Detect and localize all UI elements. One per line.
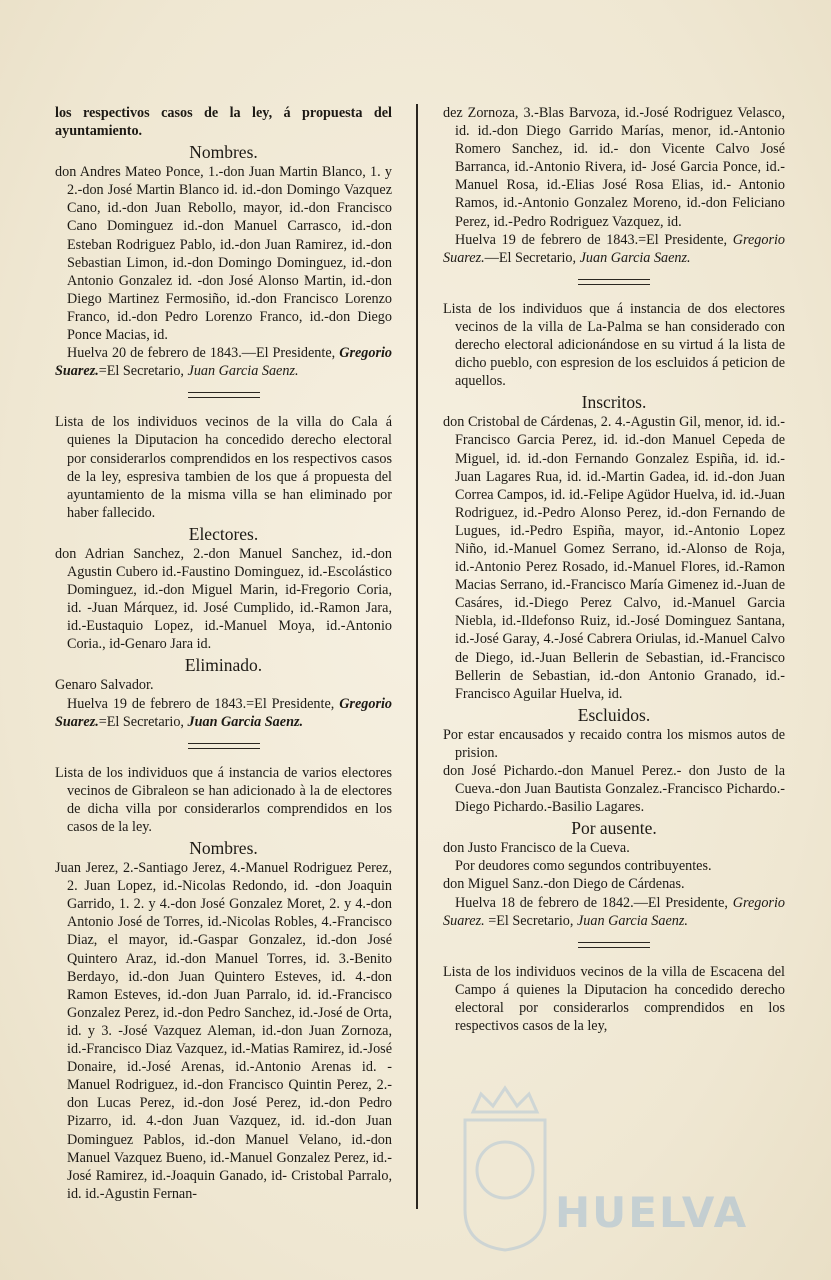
signature-2: Huelva 19 de febrero de 1843.=El Presidente, Gregorio Suarez.=El Secretario, Juan Garcia Saenz. bbox=[55, 695, 392, 730]
list-lapalma-intro: Lista de los individuos que á instancia de dos electores vecinos de la villa de La-Palma se han considerado con derecho electoral adicionándose en su virtud á la lista de dicho pueblo, con espresion de los escluidos á peticion de aquellos. bbox=[443, 300, 785, 390]
section-rule bbox=[578, 279, 650, 285]
names-list-1: don Andres Mateo Ponce, 1.-don Juan Martin Blanco, 1. y 2.-don José Martin Blanco id. id.-don Domingo Vazquez Cano, id.-don Juan Rebollo, mayor, id.-don Francisco Cano Dominguez id.-don Manuel Carrasco, id.-don Esteban Rodriguez Pablo, id.-don Juan Ramirez, id.-don Sebastian Limon, id.-don Domingo Dominguez, id.-don Antonio Gonzalez id. -don José Alonso Martin, id.-don Diego Martinez Fermosiño, id.-don Francisco Lorenzo Franco, id.-don Pedro Lorenzo Franco, id.-don Diego Ponce Macias, id. bbox=[55, 164, 392, 344]
section-rule bbox=[578, 942, 650, 948]
section-rule bbox=[188, 743, 260, 749]
deudores-reason: Por deudores como segundos contribuyentes. bbox=[455, 858, 712, 875]
ausente-name: don Justo Francisco de la Cueva. bbox=[443, 840, 630, 857]
section-rule bbox=[188, 392, 260, 398]
signature-3: Huelva 19 de febrero de 1843.=El Presidente, Gregorio Suarez.—El Secretario, Juan Garcia Saenz. bbox=[443, 231, 786, 266]
signature-4: Huelva 18 de febrero de 1842.—El Presidente, Gregorio Suarez. =El Secretario, Juan Garcia Saenz. bbox=[443, 894, 785, 929]
list-gibraleon-intro: Lista de los individuos que á instancia de varios electores vecinos de Gibraleon se han adicionado à la de electores de dicha villa por considerarlos comprendidos en los casos de la ley. bbox=[55, 764, 392, 835]
heading-eliminado: Eliminado. bbox=[184, 655, 263, 676]
signature-1: Huelva 20 de febrero de 1843.—El Presidente, Gregorio Suarez.=El Secretario, Juan Garcia Saenz. bbox=[55, 345, 393, 380]
heading-escluidos: Escluidos. bbox=[577, 704, 651, 725]
escluidos-list: don José Pichardo.-don Manuel Perez.- don Justo de la Cueva.-don Juan Bautista Gonzalez.-Francisco Pichardo.-Diego Pichardo.-Basilio Lagares. bbox=[443, 763, 785, 816]
deudores-list: don Miguel Sanz.-don Diego de Cárdenas. bbox=[443, 876, 685, 893]
heading-por-ausente: Por ausente. bbox=[571, 818, 657, 839]
names-list-2: Juan Jerez, 2.-Santiago Jerez, 4.-Manuel Rodriguez Perez, 2. Juan Lopez, id.-Nicolas Redondo, id. -don Joaquin Garrido, 1. 2. y 4.-don José Gonzalez Moret, 2. y 4.-don Antonio José de Torres, id.-Nicolas Robles, 4.-Francisco Diaz, el mayor, id.-Gaspar Gonzalez, id.-don José Quintero Araz, id.-don Manuel Torres, id. 3.-Benito Berdayo, id.-don Juan Quintero Esteves, id. 4.-don Ramon Esteves, id.-don Juan Parralo, id. id.-Francisco Gonzalez Perez, id.-don Pedro Sanchez, id.-José de Orta, id. y 3. -José Vazquez Aleman, id.-don Juan Zornoza, id.-Francisco Diaz Vazquez, id.-Matias Ramirez, id.-José Donaire, id.-José Arenas, id.-Antonio Arenas id. -Manuel Rodriguez, id.-don Francisco Quintin Perez, 2.-don Lucas Perez, id.-don José Perez, id.-don Pedro Pizarro, id. 4.-don Juan Vazquez, id. id.-don Juan Dominguez Pablos, id.-don Manuel Velano, id.-don Manuel Vazquez Bueno, id.-Manuel Gonzalez Perez, id.-José Ramirez, id.-Joaquin Ganado, id- Cristobal Parralo, id. id.-Agustin Fernan- bbox=[55, 860, 392, 1202]
inscritos-list: don Cristobal de Cárdenas, 2. 4.-Agustin Gil, menor, id. id.-Francisco Garcia Perez, id. id.-don Manuel Cepeda de Miguel, id. id.-don Fernando Gonzalez Espiña, id. id.-Juan Lagares Rua, id. id.-Martin Gadea, id. id.-don Juan Correa Campos, id. id.-Felipe Agüdor Huelva, id. id.-Juan Rodriguez, id.-Pedro Alonso Perez, id.-don Fernando de Lugues, id.-Pedro Espiña, mayor, id.-Antonio Lopez Niño, id.-Manuel Gomez Serrano, id.-Alonso de Roja, id.-Antonio Perez Rosado, id.-Manuel Flores, id.-Ramon Macias Serrano, id.-Francisco María Gimenez id.-Juan de Casáres, id.-Diego Perez Calvo, id.-Manuel Garcia Niebla, id.-Ildefonso Ruiz, id.-José Dominguez Santana, id.-José Garay, 4.-José Cabrera Oriulas, id.-Manuel Calvo de Diego, id.-Juan Bellerin de Sebastian, id.-Francisco Bellerin de Sebastian, id.-don Antonio Granado, id.- Francisco Aguilar Huelva, id. bbox=[443, 414, 785, 702]
right-column bbox=[443, 104, 785, 1035]
names-list-continued: dez Zornoza, 3.-Blas Barvoza, id.-José Rodriguez Velasco, id. id.-don Diego Garrido Marías, menor, id.-Antonio Romero Sanchez, id. id.- don Vicente Calvo José Barranca, id.-Antonio Rivera, id- José Garcia Ponce, id.-Manuel Rosa, id.-Elias José Rosa Elias, id.- Antonio Ramos, id.-Antonio Gonzalez Moreno, id.-don Feliciano Perez, id.-Pedro Rodriguez Vazquez, id. bbox=[443, 105, 785, 230]
column-divider bbox=[416, 104, 418, 1209]
escluidos-reason: Por estar encausados y recaido contra los mismos autos de prision. bbox=[443, 726, 785, 761]
heading-electores: Electores. bbox=[188, 523, 259, 544]
left-column bbox=[55, 104, 392, 1203]
watermark-text: HUELVA bbox=[555, 1188, 749, 1237]
list-cala-intro: Lista de los individuos vecinos de la villa do Cala á quienes la Diputacion ha concedido derecho electoral por considerarlos comprendidos en los respectivos casos de la ley, espresiva tambien de los que á propuesta del ayuntamiento de la misma villa se han eliminado por haber fallecido. bbox=[55, 414, 392, 521]
heading-nombres-1: Nombres. bbox=[189, 142, 258, 163]
electores-list: don Adrian Sanchez, 2.-don Manuel Sanchez, id.-don Agustin Cubero id.-Faustino Dominguez, id.-Escolástico Dominguez, id.-don Miguel Marin, id-Fregorio Coria, id. -Juan Márquez, id. José Cumplido, id.-Ramon Jara, id.-Eustaquio Lopez, id.-Manuel Moya, id.-Antonio Coria., id-Genaro Jara id. bbox=[55, 545, 392, 653]
list-escacena-intro: Lista de los individuos vecinos de la villa de Escacena del Campo á quienes la Diputacion ha concedido derecho electoral por considerarlos comprendidos en los respectivos casos de la ley, bbox=[443, 963, 785, 1035]
heading-inscritos: Inscritos. bbox=[581, 392, 647, 413]
eliminado-name: Genaro Salvador. bbox=[55, 677, 154, 694]
heading-nombres-2: Nombres. bbox=[189, 838, 258, 859]
left-intro: los respectivos casos de la ley, á propuesta del ayuntamiento. bbox=[55, 105, 392, 140]
